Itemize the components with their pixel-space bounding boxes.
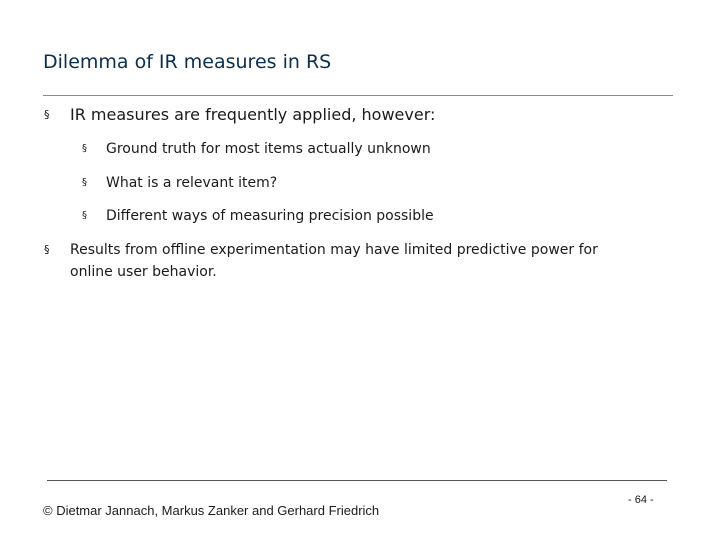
bullet-item (44, 104, 435, 126)
bullet-text: IR measures are frequently applied, however: (70, 105, 436, 124)
subbullet-text: Different ways of measuring precision possible (106, 208, 434, 224)
subbullet-text: Ground truth for most items actually unknown (106, 141, 431, 157)
subbullet-marker: § (82, 177, 87, 188)
title-divider (43, 95, 673, 96)
subbullet-marker: § (82, 210, 87, 221)
bullet-marker: § (44, 243, 50, 256)
page-number: - 64 - (628, 494, 654, 506)
bullet-item (44, 239, 644, 283)
slide-title: Dilemma of IR measures in RS (43, 51, 332, 73)
bullet-marker: § (44, 108, 50, 121)
subbullet-item (82, 173, 277, 193)
subbullet-text: What is a relevant item? (106, 175, 278, 191)
subbullet-item (82, 139, 431, 159)
footer-copyright: © Dietmar Jannach, Markus Zanker and Gerhard Friedrich (43, 503, 380, 518)
footer-divider (47, 480, 667, 481)
subbullet-marker: § (82, 143, 87, 154)
bullet-text: Results from offline experimentation may have limited predictive power for online user behavior. (70, 242, 598, 280)
subbullet-item (82, 206, 434, 226)
